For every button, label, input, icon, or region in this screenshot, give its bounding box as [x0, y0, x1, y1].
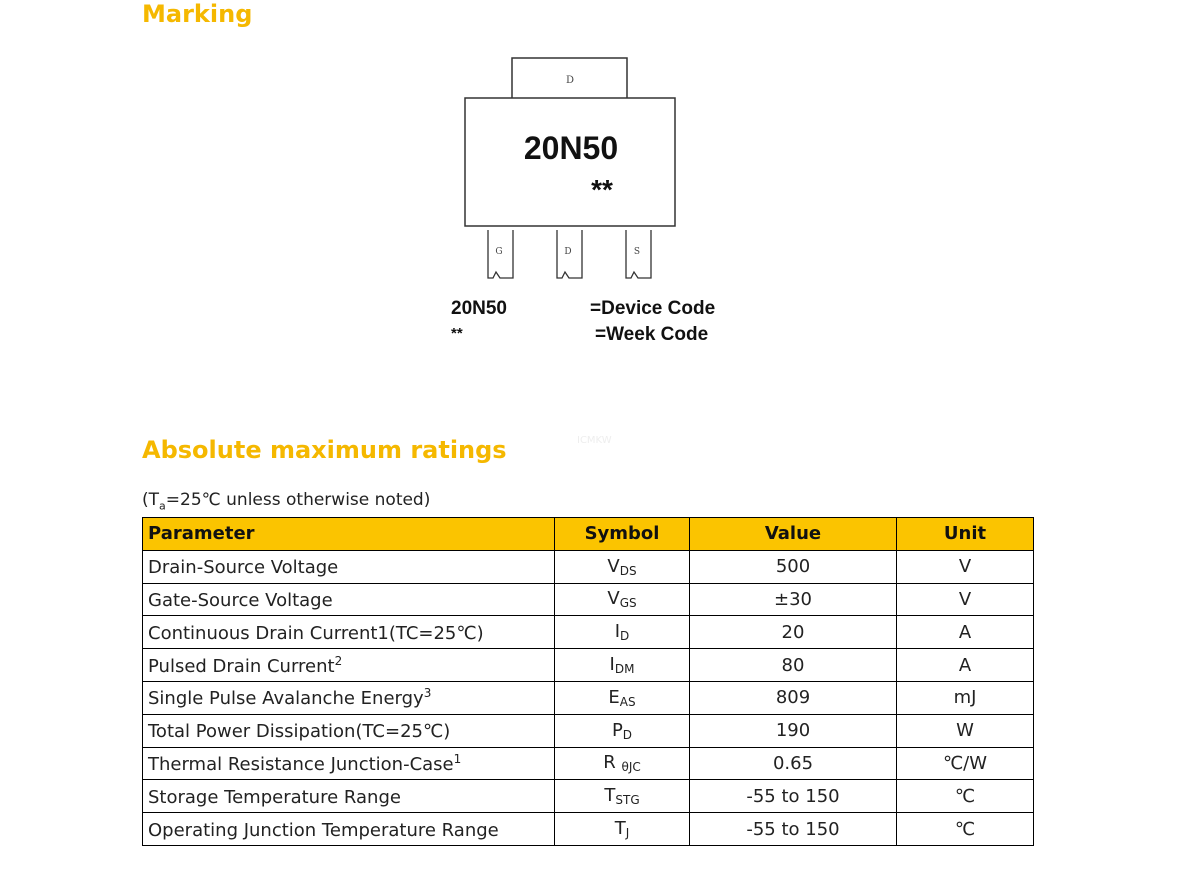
- cell-symbol: $I_D$: [555, 616, 690, 649]
- cell-parameter: Drain-Source Voltage: [143, 550, 555, 583]
- cell-value: 809: [690, 681, 897, 714]
- cell-parameter: Total Power Dissipation(TC=25℃): [143, 714, 555, 747]
- cell-parameter: Pulsed Drain Current$^2$: [143, 649, 555, 682]
- cell-unit: mJ: [897, 681, 1034, 714]
- cell-symbol: $E_{AS}$: [555, 681, 690, 714]
- conditions-note: ($T_a=25℃$ unless otherwise noted): [142, 490, 431, 513]
- table-row: [143, 616, 1034, 649]
- cell-symbol: $T_J$: [555, 813, 690, 846]
- cell-value: 500: [690, 550, 897, 583]
- cell-unit: A: [897, 649, 1034, 682]
- table-row: [143, 780, 1034, 813]
- pin-label-g: G: [495, 247, 503, 257]
- header-value: Value: [690, 518, 897, 551]
- cell-unit: ℃/W: [897, 747, 1034, 780]
- legend-device-code: 20N50: [451, 298, 507, 319]
- watermark-text: ICMKW: [577, 435, 612, 446]
- cell-symbol: $V_{GS}$: [555, 583, 690, 616]
- footnote-ref: 2: [334, 653, 343, 668]
- cell-value: 20: [690, 616, 897, 649]
- cell-unit: V: [897, 550, 1034, 583]
- table-row: [143, 550, 1034, 583]
- cell-parameter: Operating Junction Temperature Range: [143, 813, 555, 846]
- cell-symbol: $V_{DS}$: [555, 550, 690, 583]
- cell-parameter: Thermal Resistance Junction-Case$^1$: [143, 747, 555, 780]
- footnote-ref: 3: [423, 686, 432, 701]
- cell-symbol: $P_D$: [555, 714, 690, 747]
- cell-value: ±30: [690, 583, 897, 616]
- ratings-table: [142, 517, 1034, 846]
- cell-symbol: $T_{STG}$: [555, 780, 690, 813]
- cell-value: -55 to 150: [690, 780, 897, 813]
- pin-label-s: S: [633, 247, 641, 257]
- legend-week-code-desc: =Week Code: [595, 324, 709, 345]
- cell-parameter: Gate-Source Voltage: [143, 583, 555, 616]
- package-marking-diagram: [440, 54, 760, 294]
- absolute-maximum-ratings-heading: Absolute maximum ratings: [142, 436, 507, 464]
- cell-symbol: R $_{\theta JC}$: [555, 747, 690, 780]
- cell-unit: W: [897, 714, 1034, 747]
- cell-parameter: Single Pulse Avalanche Energy$^3$: [143, 681, 555, 714]
- legend-device-code-desc: =Device Code: [590, 298, 716, 319]
- legend-week-code: **: [451, 325, 463, 342]
- cell-unit: ℃: [897, 813, 1034, 846]
- cell-unit: V: [897, 583, 1034, 616]
- table-row: [143, 583, 1034, 616]
- body-week-code: **: [591, 174, 613, 205]
- tab-label: D: [565, 75, 575, 86]
- table-row: [143, 714, 1034, 747]
- cell-value: 0.65: [690, 747, 897, 780]
- marking-heading: Marking: [142, 0, 253, 28]
- cell-unit: ℃: [897, 780, 1034, 813]
- table-row: [143, 813, 1034, 846]
- cell-unit: A: [897, 616, 1034, 649]
- header-symbol: Symbol: [555, 518, 690, 551]
- cell-parameter: Storage Temperature Range: [143, 780, 555, 813]
- cell-value: 190: [690, 714, 897, 747]
- cell-parameter: Continuous Drain Current1(TC=25℃): [143, 616, 555, 649]
- body-device-code: 20N50: [523, 130, 619, 166]
- cell-symbol: $I_{DM}$: [555, 649, 690, 682]
- header-parameter: Parameter: [143, 518, 555, 551]
- header-unit: Unit: [897, 518, 1034, 551]
- table-row: [143, 681, 1034, 714]
- pin-label-d: D: [564, 247, 572, 257]
- cell-value: -55 to 150: [690, 813, 897, 846]
- cell-value: 80: [690, 649, 897, 682]
- table-row: [143, 649, 1034, 682]
- table-header-row: [143, 518, 1034, 551]
- footnote-ref: 1: [453, 751, 462, 766]
- table-row: [143, 747, 1034, 780]
